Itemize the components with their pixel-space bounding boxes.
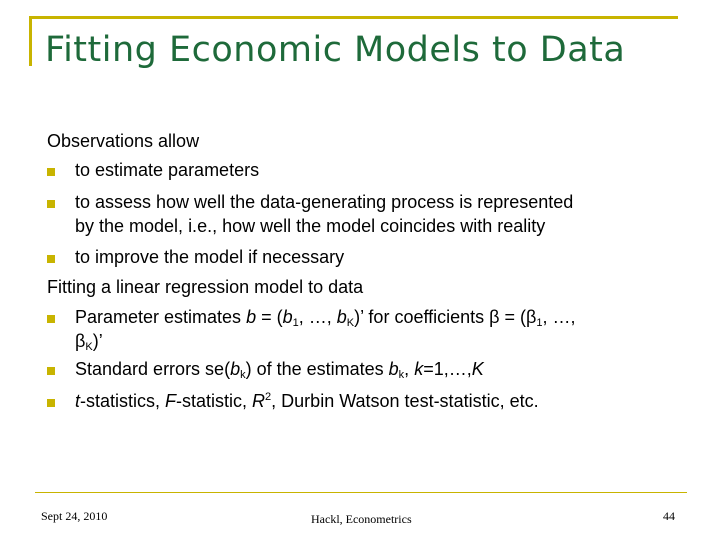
bullet-improve-model: to improve the model if necessary [75,247,345,267]
bullet-parameter-estimates-cont: $\beta_K$)’ [75,331,103,353]
bullet-marker [47,315,55,323]
bullet-test-statistics: t-statistics, F-statistic, $R^2$, Durbin Watson test-statistic, etc. [75,391,539,411]
bullet-assess-line2: by the model, i.e., how well the model coincides with reality [75,216,546,236]
bullet-marker [47,367,55,375]
bullet-estimate-parameters: to estimate parameters [75,160,260,180]
footer-date: Sept 24, 2010 [41,509,108,523]
bullet-marker [47,255,55,263]
bullet-standard-errors: Standard errors $se(b_k)$ of the estimates $b_k$, k=1,…,K [75,359,484,381]
bullet-assess-line1: to assess how well the data-generating process is represented [75,192,574,212]
footer-divider [35,492,687,493]
bullet-parameter-estimates: Parameter estimates $b = (b_1$, …, $b_K$)’ for coefficients $\beta = (\beta_1$, …, [75,307,576,329]
footer-page-number: 44 [663,509,675,523]
bullet-marker [47,399,55,407]
footer-title: Hackl, Econometrics [311,512,412,526]
section-heading-observations: Observations allow [47,131,200,151]
bullet-marker [47,200,55,208]
slide-title: Fitting Economic Models to Data [45,30,626,70]
title-decoration-top-line [29,16,678,19]
section-heading-fitting: Fitting a linear regression model to data [47,277,364,297]
bullet-marker [47,168,55,176]
title-decoration-left-line [29,16,32,66]
